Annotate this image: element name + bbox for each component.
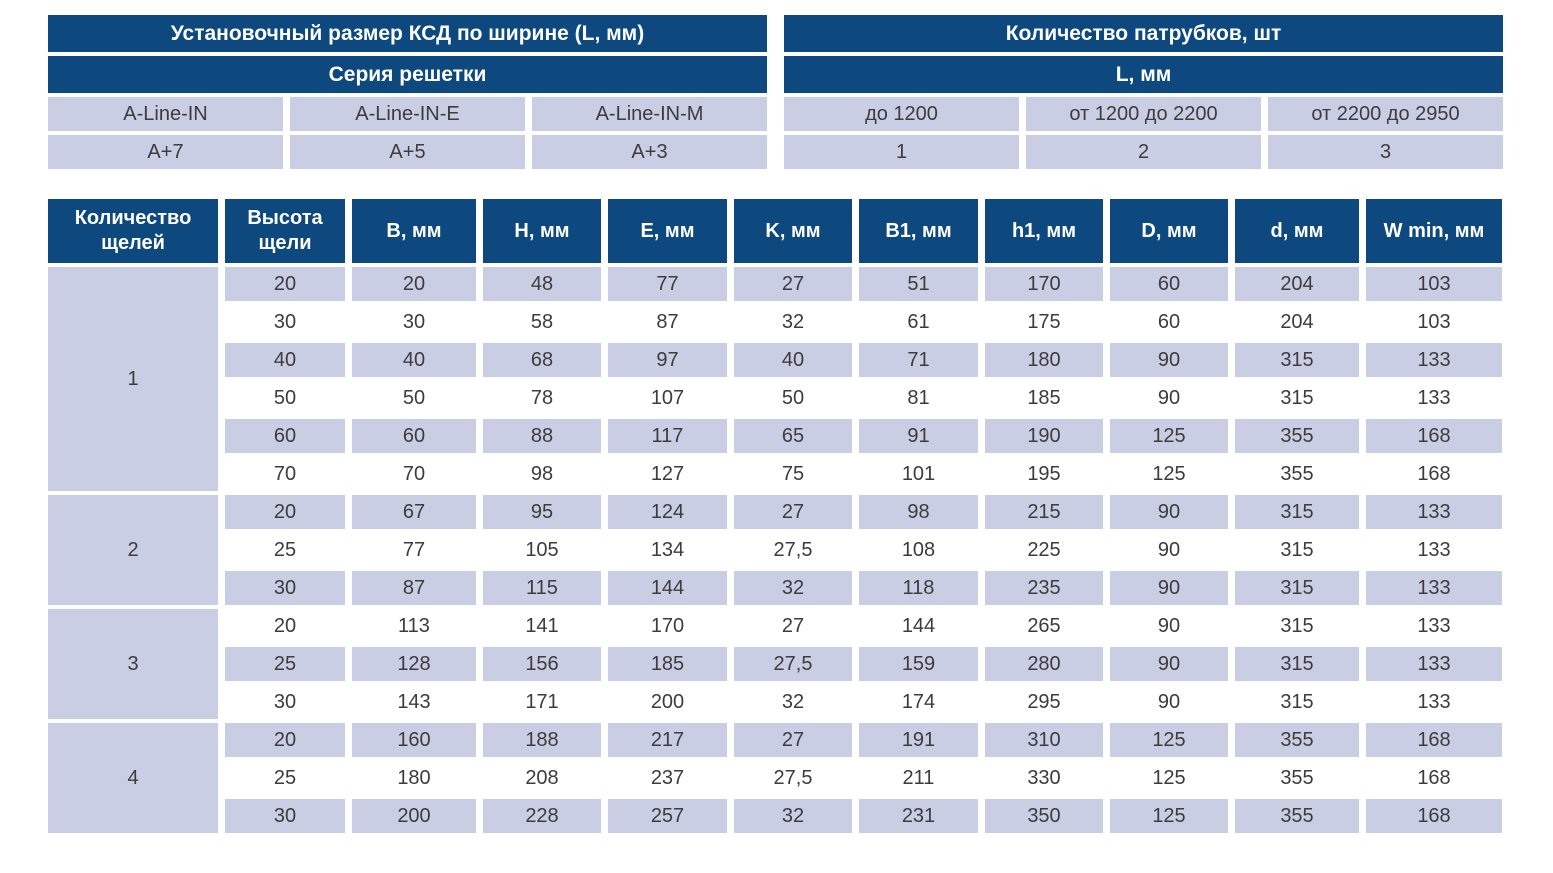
table-row bbox=[48, 97, 1503, 131]
data-cell: 51 bbox=[859, 267, 978, 301]
data-cell: 315 bbox=[1235, 571, 1359, 605]
pipe-count-cell: 2 bbox=[1026, 135, 1261, 169]
data-cell: 32 bbox=[734, 571, 852, 605]
data-cell: 134 bbox=[608, 533, 727, 567]
data-cell: 168 bbox=[1366, 723, 1502, 757]
data-cell: 215 bbox=[985, 495, 1103, 529]
data-cell: 295 bbox=[985, 685, 1103, 719]
data-cell: 25 bbox=[225, 533, 345, 567]
data-cell: 60 bbox=[225, 419, 345, 453]
data-cell: 27 bbox=[734, 609, 852, 643]
data-cell: 160 bbox=[352, 723, 476, 757]
data-cell: 159 bbox=[859, 647, 978, 681]
series-cell: A-Line-IN-M bbox=[532, 97, 767, 131]
series-value-cell: A+7 bbox=[48, 135, 283, 169]
data-cell: 315 bbox=[1235, 647, 1359, 681]
data-cell: 48 bbox=[483, 267, 601, 301]
data-cell: 27 bbox=[734, 723, 852, 757]
column-header: W min, мм bbox=[1366, 199, 1502, 263]
data-cell: 330 bbox=[985, 761, 1103, 795]
data-cell: 211 bbox=[859, 761, 978, 795]
data-cell: 32 bbox=[734, 685, 852, 719]
data-cell: 90 bbox=[1110, 685, 1228, 719]
data-cell: 40 bbox=[734, 343, 852, 377]
data-cell: 185 bbox=[608, 647, 727, 681]
data-cell: 168 bbox=[1366, 799, 1502, 833]
data-cell: 180 bbox=[985, 343, 1103, 377]
column-header: h1, мм bbox=[985, 199, 1103, 263]
data-cell: 90 bbox=[1110, 381, 1228, 415]
data-cell: 20 bbox=[225, 723, 345, 757]
data-cell: 87 bbox=[608, 305, 727, 339]
data-cell: 225 bbox=[985, 533, 1103, 567]
data-cell: 143 bbox=[352, 685, 476, 719]
data-cell: 40 bbox=[352, 343, 476, 377]
data-cell: 174 bbox=[859, 685, 978, 719]
data-cell: 133 bbox=[1366, 343, 1502, 377]
data-cell: 125 bbox=[1110, 761, 1228, 795]
table-row bbox=[48, 135, 1503, 169]
data-cell: 228 bbox=[483, 799, 601, 833]
data-cell: 50 bbox=[352, 381, 476, 415]
data-cell: 90 bbox=[1110, 609, 1228, 643]
column-header: K, мм bbox=[734, 199, 852, 263]
data-cell: 168 bbox=[1366, 457, 1502, 491]
data-cell: 77 bbox=[608, 267, 727, 301]
data-cell: 237 bbox=[608, 761, 727, 795]
data-cell: 355 bbox=[1235, 457, 1359, 491]
slot-count-cell: 3 bbox=[48, 609, 218, 719]
pipe-count-cell: 3 bbox=[1268, 135, 1503, 169]
data-cell: 115 bbox=[483, 571, 601, 605]
data-cell: 133 bbox=[1366, 647, 1502, 681]
data-cell: 70 bbox=[225, 457, 345, 491]
data-cell: 78 bbox=[483, 381, 601, 415]
dimensions-table bbox=[41, 195, 1509, 837]
data-cell: 195 bbox=[985, 457, 1103, 491]
series-value-cell: A+5 bbox=[290, 135, 525, 169]
data-cell: 32 bbox=[734, 799, 852, 833]
data-cell: 91 bbox=[859, 419, 978, 453]
series-subtitle: Серия решетки bbox=[48, 56, 767, 93]
data-cell: 315 bbox=[1235, 343, 1359, 377]
data-cell: 235 bbox=[985, 571, 1103, 605]
column-header: d, мм bbox=[1235, 199, 1359, 263]
length-range-cell: от 2200 до 2950 bbox=[1268, 97, 1503, 131]
table-row bbox=[48, 56, 1503, 93]
data-cell: 30 bbox=[225, 305, 345, 339]
data-cell: 265 bbox=[985, 609, 1103, 643]
table-row bbox=[48, 343, 1502, 377]
data-cell: 355 bbox=[1235, 761, 1359, 795]
data-cell: 204 bbox=[1235, 267, 1359, 301]
data-cell: 58 bbox=[483, 305, 601, 339]
table-row bbox=[48, 571, 1502, 605]
data-cell: 20 bbox=[225, 495, 345, 529]
table-row bbox=[48, 685, 1502, 719]
data-cell: 180 bbox=[352, 761, 476, 795]
data-cell: 90 bbox=[1110, 533, 1228, 567]
data-cell: 171 bbox=[483, 685, 601, 719]
data-cell: 60 bbox=[352, 419, 476, 453]
data-cell: 280 bbox=[985, 647, 1103, 681]
data-cell: 60 bbox=[1110, 305, 1228, 339]
column-header: B1, мм bbox=[859, 199, 978, 263]
data-cell: 113 bbox=[352, 609, 476, 643]
data-cell: 185 bbox=[985, 381, 1103, 415]
length-range-cell: от 1200 до 2200 bbox=[1026, 97, 1261, 131]
data-cell: 350 bbox=[985, 799, 1103, 833]
data-cell: 27,5 bbox=[734, 761, 852, 795]
data-cell: 77 bbox=[352, 533, 476, 567]
data-cell: 71 bbox=[859, 343, 978, 377]
series-value-cell: A+3 bbox=[532, 135, 767, 169]
data-cell: 208 bbox=[483, 761, 601, 795]
data-cell: 105 bbox=[483, 533, 601, 567]
data-cell: 90 bbox=[1110, 647, 1228, 681]
data-cell: 133 bbox=[1366, 571, 1502, 605]
left-table-title: Установочный размер КСД по ширине (L, мм) bbox=[48, 15, 767, 52]
installation-size-table bbox=[41, 11, 1510, 173]
data-cell: 125 bbox=[1110, 457, 1228, 491]
pipe-count-cell: 1 bbox=[784, 135, 1019, 169]
data-cell: 90 bbox=[1110, 495, 1228, 529]
length-subtitle: L, мм bbox=[784, 56, 1503, 93]
data-cell: 204 bbox=[1235, 305, 1359, 339]
data-cell: 98 bbox=[859, 495, 978, 529]
data-cell: 101 bbox=[859, 457, 978, 491]
data-cell: 156 bbox=[483, 647, 601, 681]
data-cell: 88 bbox=[483, 419, 601, 453]
data-cell: 90 bbox=[1110, 343, 1228, 377]
column-header: E, мм bbox=[608, 199, 727, 263]
data-cell: 61 bbox=[859, 305, 978, 339]
data-cell: 200 bbox=[352, 799, 476, 833]
data-cell: 124 bbox=[608, 495, 727, 529]
data-cell: 20 bbox=[225, 267, 345, 301]
data-cell: 125 bbox=[1110, 799, 1228, 833]
data-cell: 27 bbox=[734, 495, 852, 529]
data-cell: 125 bbox=[1110, 723, 1228, 757]
data-cell: 125 bbox=[1110, 419, 1228, 453]
series-cell: A-Line-IN bbox=[48, 97, 283, 131]
table-gap bbox=[774, 15, 777, 52]
data-cell: 32 bbox=[734, 305, 852, 339]
data-cell: 87 bbox=[352, 571, 476, 605]
data-cell: 315 bbox=[1235, 609, 1359, 643]
data-cell: 133 bbox=[1366, 381, 1502, 415]
data-cell: 25 bbox=[225, 761, 345, 795]
data-cell: 65 bbox=[734, 419, 852, 453]
slot-count-cell: 2 bbox=[48, 495, 218, 605]
data-cell: 30 bbox=[225, 685, 345, 719]
data-cell: 103 bbox=[1366, 267, 1502, 301]
right-table-title: Количество патрубков, шт bbox=[784, 15, 1503, 52]
data-cell: 40 bbox=[225, 343, 345, 377]
data-cell: 315 bbox=[1235, 685, 1359, 719]
table-row bbox=[48, 647, 1502, 681]
data-cell: 355 bbox=[1235, 723, 1359, 757]
table-row bbox=[48, 381, 1502, 415]
series-cell: A-Line-IN-E bbox=[290, 97, 525, 131]
data-cell: 133 bbox=[1366, 533, 1502, 567]
data-cell: 27,5 bbox=[734, 533, 852, 567]
length-range-cell: до 1200 bbox=[784, 97, 1019, 131]
data-cell: 217 bbox=[608, 723, 727, 757]
data-cell: 118 bbox=[859, 571, 978, 605]
data-cell: 231 bbox=[859, 799, 978, 833]
data-cell: 128 bbox=[352, 647, 476, 681]
data-cell: 355 bbox=[1235, 419, 1359, 453]
table-gap bbox=[774, 135, 777, 169]
data-cell: 355 bbox=[1235, 799, 1359, 833]
data-cell: 200 bbox=[608, 685, 727, 719]
data-cell: 315 bbox=[1235, 381, 1359, 415]
data-cell: 20 bbox=[352, 267, 476, 301]
column-header: Количество щелей bbox=[48, 199, 218, 263]
data-cell: 75 bbox=[734, 457, 852, 491]
table-row bbox=[48, 305, 1502, 339]
data-cell: 30 bbox=[225, 799, 345, 833]
column-header: D, мм bbox=[1110, 199, 1228, 263]
table-row bbox=[48, 495, 1502, 529]
data-cell: 310 bbox=[985, 723, 1103, 757]
data-cell: 188 bbox=[483, 723, 601, 757]
main-table-header-row bbox=[48, 199, 1502, 263]
data-cell: 90 bbox=[1110, 571, 1228, 605]
data-cell: 30 bbox=[225, 571, 345, 605]
data-cell: 117 bbox=[608, 419, 727, 453]
data-cell: 68 bbox=[483, 343, 601, 377]
table-row bbox=[48, 457, 1502, 491]
data-cell: 81 bbox=[859, 381, 978, 415]
data-cell: 315 bbox=[1235, 533, 1359, 567]
data-cell: 133 bbox=[1366, 609, 1502, 643]
data-cell: 27 bbox=[734, 267, 852, 301]
data-cell: 70 bbox=[352, 457, 476, 491]
data-cell: 257 bbox=[608, 799, 727, 833]
data-cell: 141 bbox=[483, 609, 601, 643]
table-row bbox=[48, 267, 1502, 301]
data-cell: 133 bbox=[1366, 495, 1502, 529]
data-cell: 315 bbox=[1235, 495, 1359, 529]
table-row bbox=[48, 609, 1502, 643]
data-cell: 144 bbox=[608, 571, 727, 605]
slot-count-cell: 1 bbox=[48, 267, 218, 491]
data-cell: 98 bbox=[483, 457, 601, 491]
data-cell: 20 bbox=[225, 609, 345, 643]
table-gap bbox=[774, 97, 777, 131]
data-cell: 108 bbox=[859, 533, 978, 567]
data-cell: 170 bbox=[985, 267, 1103, 301]
data-cell: 95 bbox=[483, 495, 601, 529]
data-cell: 175 bbox=[985, 305, 1103, 339]
data-cell: 30 bbox=[352, 305, 476, 339]
data-cell: 97 bbox=[608, 343, 727, 377]
slot-count-cell: 4 bbox=[48, 723, 218, 833]
column-header: B, мм bbox=[352, 199, 476, 263]
table-row bbox=[48, 533, 1502, 567]
data-cell: 103 bbox=[1366, 305, 1502, 339]
table-row bbox=[48, 419, 1502, 453]
data-cell: 25 bbox=[225, 647, 345, 681]
data-cell: 60 bbox=[1110, 267, 1228, 301]
column-header: H, мм bbox=[483, 199, 601, 263]
data-cell: 144 bbox=[859, 609, 978, 643]
data-cell: 127 bbox=[608, 457, 727, 491]
data-cell: 50 bbox=[734, 381, 852, 415]
data-cell: 50 bbox=[225, 381, 345, 415]
column-header: Высота щели bbox=[225, 199, 345, 263]
table-gap bbox=[774, 56, 777, 93]
data-cell: 168 bbox=[1366, 419, 1502, 453]
data-cell: 168 bbox=[1366, 761, 1502, 795]
table-row bbox=[48, 15, 1503, 52]
main-table-body bbox=[48, 267, 1502, 833]
data-cell: 133 bbox=[1366, 685, 1502, 719]
data-cell: 190 bbox=[985, 419, 1103, 453]
table-row bbox=[48, 761, 1502, 795]
data-cell: 170 bbox=[608, 609, 727, 643]
data-cell: 67 bbox=[352, 495, 476, 529]
data-cell: 191 bbox=[859, 723, 978, 757]
table-row bbox=[48, 799, 1502, 833]
table-row bbox=[48, 723, 1502, 757]
data-cell: 107 bbox=[608, 381, 727, 415]
data-cell: 27,5 bbox=[734, 647, 852, 681]
